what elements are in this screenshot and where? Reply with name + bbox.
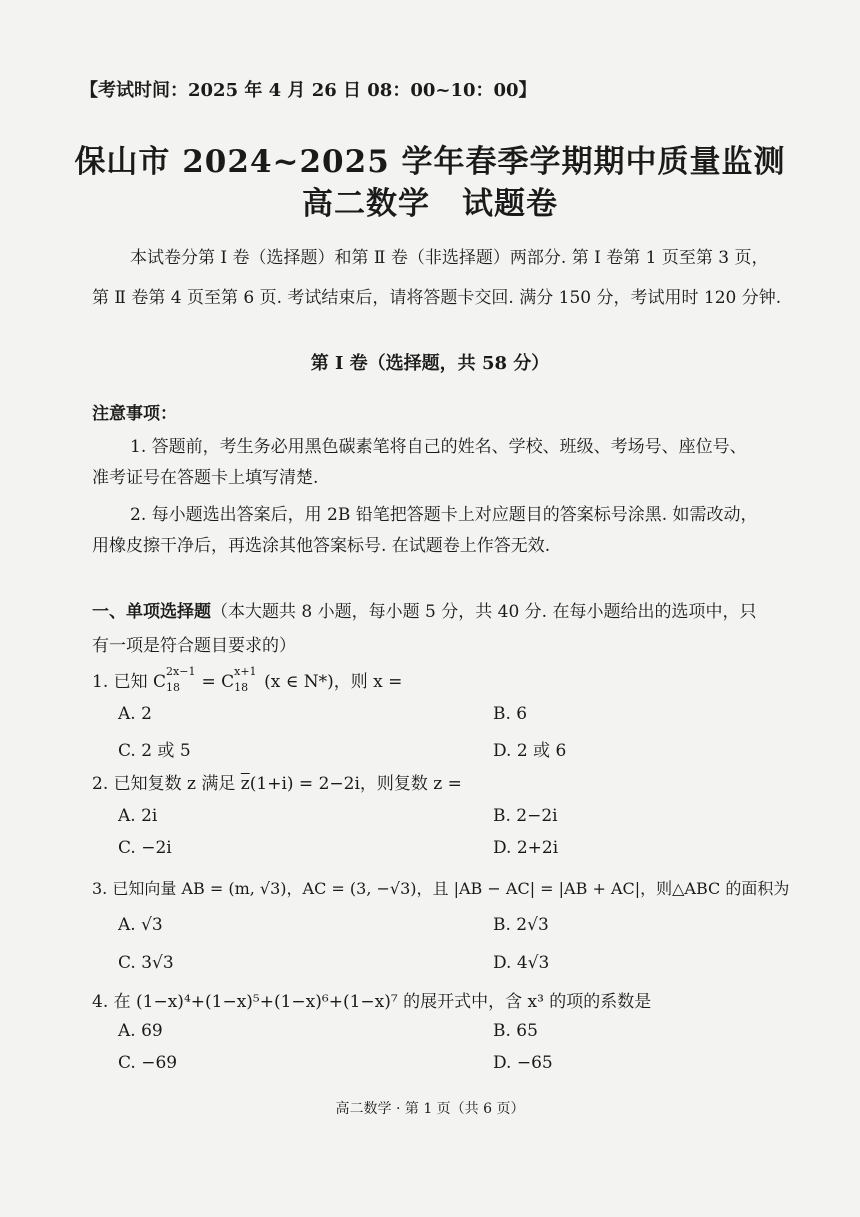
intro-line-1: 本试卷分第 Ⅰ 卷（选择题）和第 Ⅱ 卷（非选择题）两部分. 第 Ⅰ 卷第 1 页至第 3 页， [130,248,769,268]
q1-c2-sub: 18 [234,681,249,694]
q3-option-a: A. √3 [118,915,163,935]
q1-comb-2 [234,665,264,694]
notice-2-line-1: 2. 每小题选出答案后，用 2B 铅笔把答题卡上对应题目的答案标号涂黑. 如需改动， [130,505,758,525]
question-3: 3. 已知向量 AB = (m, √3)，AC = (3, −√3)，且 |AB − AC| = |AB + AC|，则△ABC 的面积为 [92,879,790,898]
q1-option-c: C. 2 或 5 [118,741,191,761]
q1-mid: = C [196,672,235,692]
q4-option-a: A. 69 [118,1021,163,1041]
q1-c1-sup: 2x−1 [166,665,196,678]
q2-zbar: $\overline{z}$ [240,774,250,794]
q3-option-d: D. 4√3 [493,953,550,973]
q1-c1-sub: 18 [166,681,181,694]
q2-prefix: 2. 已知复数 z 满足 [92,774,241,794]
q1-c2-sup: x+1 [234,665,257,678]
section-heading: 第 Ⅰ 卷（选择题，共 58 分） [310,353,550,374]
q1-option-b: B. 6 [493,704,528,724]
q2-option-a: A. 2i [118,806,158,826]
mc-heading [92,597,757,622]
mc-heading-title: 一、单项选择题 [92,602,211,622]
q1-comb-1 [166,665,196,694]
q1-prefix: 1. 已知 C [92,672,167,692]
intro-line-2: 第 Ⅱ 卷第 4 页至第 6 页. 考试结束后，请将答题卡交回. 满分 150 分，考试用时 120 分钟. [92,288,782,308]
q2-option-b: B. 2−2i [493,806,558,826]
question-1 [92,667,402,692]
q4-option-c: C. −69 [118,1053,178,1073]
q4-option-b: B. 65 [493,1021,538,1041]
q2-option-d: D. 2+2i [493,838,559,858]
exam-subtitle: 高二数学 试题卷 [302,186,558,222]
q4-option-d: D. −65 [493,1053,553,1073]
q1-option-d: D. 2 或 6 [493,741,567,761]
q1-option-a: A. 2 [118,704,152,724]
q2-option-c: C. −2i [118,838,172,858]
mc-heading-line-2: 有一项是符合题目要求的） [92,636,296,656]
mc-heading-instructions: （本大题共 8 小题，每小题 5 分，共 40 分. 在每小题给出的选项中，只 [211,602,757,622]
page-footer: 高二数学 · 第 1 页（共 6 页） [335,1101,525,1117]
notice-1-line-1: 1. 答题前，考生务必用黑色碳素笔将自己的姓名、学校、班级、考场号、座位号、 [130,437,747,457]
q1-suffix: (x ∈ N*)，则 x = [264,672,403,692]
notice-1-line-2: 准考证号在答题卡上填写清楚. [92,468,319,488]
question-2 [92,769,462,794]
notice-heading: 注意事项： [92,404,177,424]
exam-time: 【考试时间：2025 年 4 月 26 日 08：00~10：00】 [80,80,537,101]
q3-option-c: C. 3√3 [118,953,174,973]
q2-suffix: (1+i) = 2−2i，则复数 z = [249,774,462,794]
notice-2-line-2: 用橡皮擦干净后，再选涂其他答案标号. 在试题卷上作答无效. [92,536,551,556]
q3-option-b: B. 2√3 [493,915,549,935]
exam-title: 保山市 2024~2025 学年春季学期期中质量监测 [74,144,786,180]
question-4: 4. 在 (1−x)⁴+(1−x)⁵+(1−x)⁶+(1−x)⁷ 的展开式中，含 x³ 的项的系数是 [92,992,652,1012]
